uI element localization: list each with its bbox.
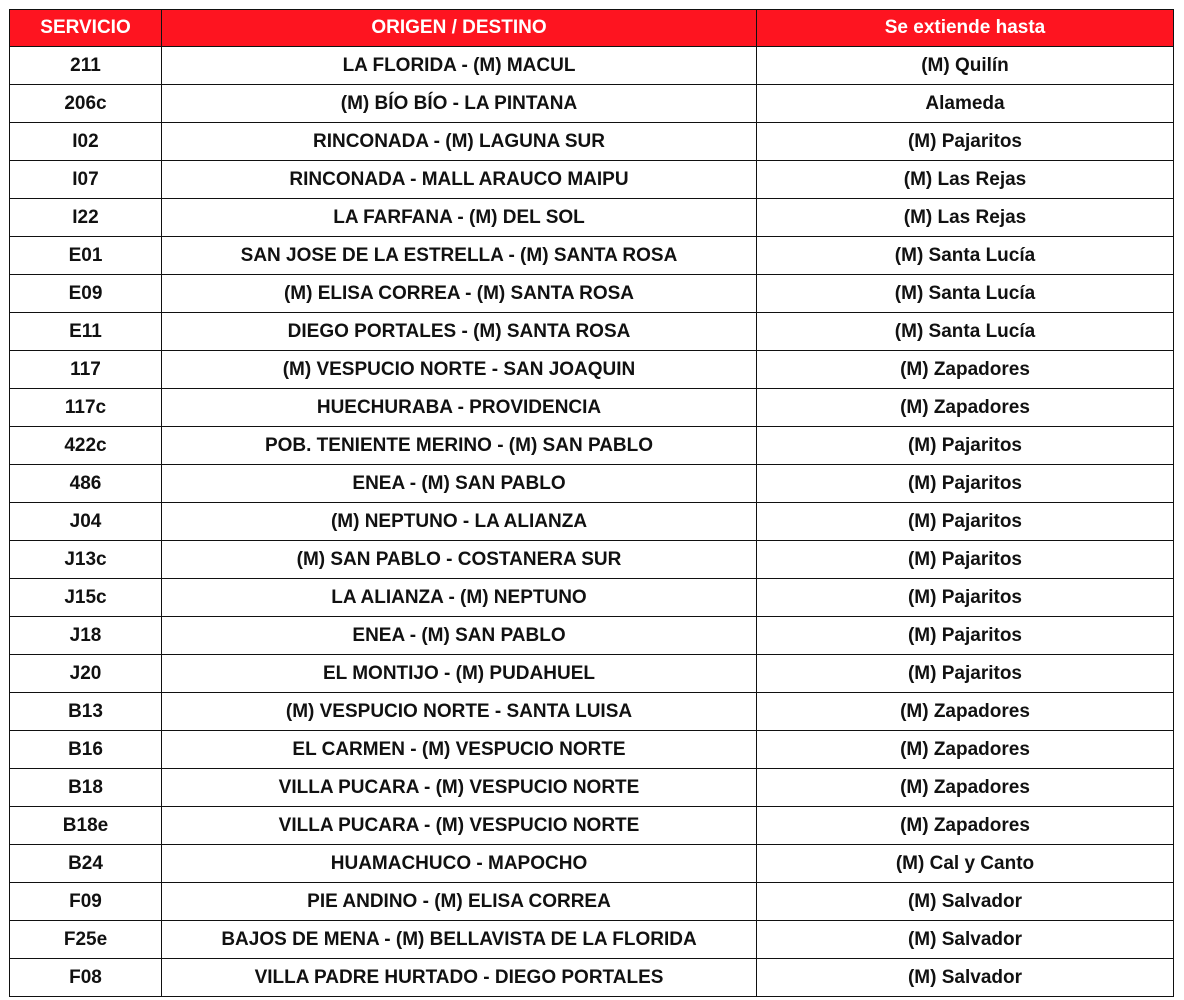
cell-servicio: 486 bbox=[10, 465, 162, 503]
cell-se-extiende-hasta: Alameda bbox=[757, 85, 1174, 123]
table-row bbox=[10, 807, 1174, 845]
cell-origen-destino: POB. TENIENTE MERINO - (M) SAN PABLO bbox=[162, 427, 757, 465]
table-row bbox=[10, 503, 1174, 541]
cell-servicio: J15c bbox=[10, 579, 162, 617]
cell-servicio: I07 bbox=[10, 161, 162, 199]
cell-servicio: B18e bbox=[10, 807, 162, 845]
table-row bbox=[10, 959, 1174, 997]
table-row bbox=[10, 921, 1174, 959]
cell-se-extiende-hasta: (M) Salvador bbox=[757, 959, 1174, 997]
cell-origen-destino: DIEGO PORTALES - (M) SANTA ROSA bbox=[162, 313, 757, 351]
cell-servicio: J18 bbox=[10, 617, 162, 655]
header-row bbox=[10, 10, 1174, 47]
cell-origen-destino: (M) NEPTUNO - LA ALIANZA bbox=[162, 503, 757, 541]
cell-se-extiende-hasta: (M) Pajaritos bbox=[757, 579, 1174, 617]
cell-origen-destino: VILLA PUCARA - (M) VESPUCIO NORTE bbox=[162, 769, 757, 807]
cell-origen-destino: LA ALIANZA - (M) NEPTUNO bbox=[162, 579, 757, 617]
table-row bbox=[10, 237, 1174, 275]
cell-se-extiende-hasta: (M) Pajaritos bbox=[757, 427, 1174, 465]
cell-servicio: B16 bbox=[10, 731, 162, 769]
cell-origen-destino: RINCONADA - MALL ARAUCO MAIPU bbox=[162, 161, 757, 199]
table-row bbox=[10, 427, 1174, 465]
cell-se-extiende-hasta: (M) Pajaritos bbox=[757, 617, 1174, 655]
table-row bbox=[10, 731, 1174, 769]
cell-se-extiende-hasta: (M) Zapadores bbox=[757, 807, 1174, 845]
cell-servicio: 117 bbox=[10, 351, 162, 389]
cell-se-extiende-hasta: (M) Las Rejas bbox=[757, 199, 1174, 237]
cell-origen-destino: PIE ANDINO - (M) ELISA CORREA bbox=[162, 883, 757, 921]
cell-servicio: F25e bbox=[10, 921, 162, 959]
table-row bbox=[10, 693, 1174, 731]
table-container bbox=[9, 9, 1173, 997]
cell-origen-destino: HUECHURABA - PROVIDENCIA bbox=[162, 389, 757, 427]
cell-se-extiende-hasta: (M) Las Rejas bbox=[757, 161, 1174, 199]
cell-se-extiende-hasta: (M) Santa Lucía bbox=[757, 237, 1174, 275]
cell-origen-destino: LA FARFANA - (M) DEL SOL bbox=[162, 199, 757, 237]
cell-origen-destino: (M) ELISA CORREA - (M) SANTA ROSA bbox=[162, 275, 757, 313]
cell-servicio: 211 bbox=[10, 47, 162, 85]
cell-se-extiende-hasta: (M) Quilín bbox=[757, 47, 1174, 85]
cell-servicio: E11 bbox=[10, 313, 162, 351]
cell-origen-destino: VILLA PUCARA - (M) VESPUCIO NORTE bbox=[162, 807, 757, 845]
cell-se-extiende-hasta: (M) Zapadores bbox=[757, 389, 1174, 427]
cell-se-extiende-hasta: (M) Cal y Canto bbox=[757, 845, 1174, 883]
cell-servicio: F08 bbox=[10, 959, 162, 997]
routes-table bbox=[9, 9, 1174, 997]
table-body bbox=[10, 47, 1174, 997]
header-origen-destino: ORIGEN / DESTINO bbox=[162, 10, 757, 47]
cell-servicio: 117c bbox=[10, 389, 162, 427]
cell-origen-destino: (M) BÍO BÍO - LA PINTANA bbox=[162, 85, 757, 123]
cell-origen-destino: BAJOS DE MENA - (M) BELLAVISTA DE LA FLORIDA bbox=[162, 921, 757, 959]
cell-se-extiende-hasta: (M) Pajaritos bbox=[757, 123, 1174, 161]
cell-servicio: B18 bbox=[10, 769, 162, 807]
cell-origen-destino: (M) SAN PABLO - COSTANERA SUR bbox=[162, 541, 757, 579]
table-row bbox=[10, 275, 1174, 313]
table-row bbox=[10, 389, 1174, 427]
cell-se-extiende-hasta: (M) Santa Lucía bbox=[757, 313, 1174, 351]
cell-se-extiende-hasta: (M) Pajaritos bbox=[757, 465, 1174, 503]
table-row bbox=[10, 161, 1174, 199]
cell-servicio: B13 bbox=[10, 693, 162, 731]
cell-se-extiende-hasta: (M) Zapadores bbox=[757, 731, 1174, 769]
cell-servicio: I02 bbox=[10, 123, 162, 161]
cell-servicio: B24 bbox=[10, 845, 162, 883]
cell-servicio: I22 bbox=[10, 199, 162, 237]
cell-origen-destino: (M) VESPUCIO NORTE - SAN JOAQUIN bbox=[162, 351, 757, 389]
cell-se-extiende-hasta: (M) Pajaritos bbox=[757, 541, 1174, 579]
cell-servicio: 422c bbox=[10, 427, 162, 465]
table-row bbox=[10, 85, 1174, 123]
cell-servicio: E01 bbox=[10, 237, 162, 275]
cell-servicio: J13c bbox=[10, 541, 162, 579]
cell-origen-destino: ENEA - (M) SAN PABLO bbox=[162, 617, 757, 655]
table-row bbox=[10, 47, 1174, 85]
cell-servicio: 206c bbox=[10, 85, 162, 123]
cell-origen-destino: EL CARMEN - (M) VESPUCIO NORTE bbox=[162, 731, 757, 769]
cell-origen-destino: HUAMACHUCO - MAPOCHO bbox=[162, 845, 757, 883]
table-row bbox=[10, 123, 1174, 161]
table-row bbox=[10, 541, 1174, 579]
table-row bbox=[10, 199, 1174, 237]
cell-se-extiende-hasta: (M) Pajaritos bbox=[757, 503, 1174, 541]
cell-se-extiende-hasta: (M) Salvador bbox=[757, 921, 1174, 959]
cell-se-extiende-hasta: (M) Santa Lucía bbox=[757, 275, 1174, 313]
cell-se-extiende-hasta: (M) Pajaritos bbox=[757, 655, 1174, 693]
table-row bbox=[10, 655, 1174, 693]
cell-origen-destino: EL MONTIJO - (M) PUDAHUEL bbox=[162, 655, 757, 693]
cell-origen-destino: ENEA - (M) SAN PABLO bbox=[162, 465, 757, 503]
table-row bbox=[10, 845, 1174, 883]
cell-origen-destino: LA FLORIDA - (M) MACUL bbox=[162, 47, 757, 85]
cell-se-extiende-hasta: (M) Salvador bbox=[757, 883, 1174, 921]
cell-origen-destino: SAN JOSE DE LA ESTRELLA - (M) SANTA ROSA bbox=[162, 237, 757, 275]
table-row bbox=[10, 769, 1174, 807]
cell-origen-destino: RINCONADA - (M) LAGUNA SUR bbox=[162, 123, 757, 161]
header-servicio: SERVICIO bbox=[10, 10, 162, 47]
cell-se-extiende-hasta: (M) Zapadores bbox=[757, 769, 1174, 807]
cell-origen-destino: (M) VESPUCIO NORTE - SANTA LUISA bbox=[162, 693, 757, 731]
cell-servicio: J04 bbox=[10, 503, 162, 541]
cell-servicio: F09 bbox=[10, 883, 162, 921]
cell-se-extiende-hasta: (M) Zapadores bbox=[757, 693, 1174, 731]
header-se-extiende-hasta: Se extiende hasta bbox=[757, 10, 1174, 47]
table-row bbox=[10, 883, 1174, 921]
table-row bbox=[10, 351, 1174, 389]
table-row bbox=[10, 313, 1174, 351]
table-row bbox=[10, 465, 1174, 503]
cell-servicio: J20 bbox=[10, 655, 162, 693]
cell-servicio: E09 bbox=[10, 275, 162, 313]
table-row bbox=[10, 579, 1174, 617]
table-row bbox=[10, 617, 1174, 655]
cell-origen-destino: VILLA PADRE HURTADO - DIEGO PORTALES bbox=[162, 959, 757, 997]
cell-se-extiende-hasta: (M) Zapadores bbox=[757, 351, 1174, 389]
